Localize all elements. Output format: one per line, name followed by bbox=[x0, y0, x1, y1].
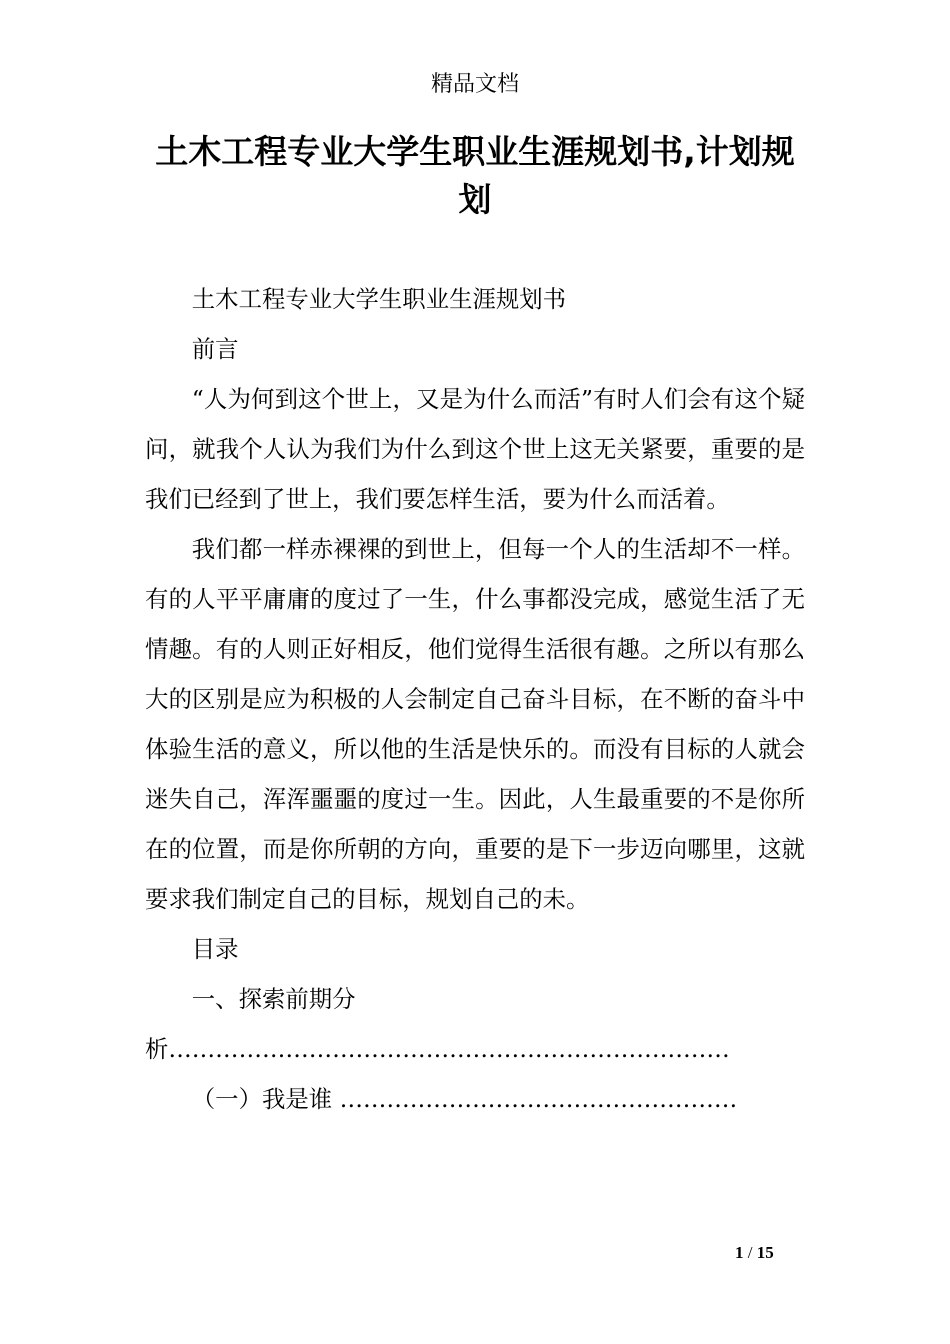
current-page: 1 bbox=[735, 1243, 744, 1262]
document-subtitle: 土木工程专业大学生职业生涯规划书 bbox=[191, 285, 567, 313]
preface-heading: 前言 bbox=[191, 335, 239, 363]
toc-item-2 bbox=[145, 1074, 805, 1124]
page-separator: / bbox=[747, 1243, 753, 1262]
toc-item-label: 一、探索前期分析 bbox=[145, 985, 356, 1063]
toc-item-leader: …………………………………………… bbox=[339, 1085, 738, 1113]
toc-item-leader: ……………………………………………………………… bbox=[168, 1035, 730, 1063]
body-paragraph-1: “人为何到这个世上，又是为什么而活”有时人们会有这个疑问，就我个人认为我们为什么到这个世上这无关紧要，重要的是我们已经到了世上，我们要怎样生活，要为什么而活着。 bbox=[145, 385, 805, 513]
body-paragraph-2: 我们都一样赤裸裸的到世上，但每一个人的生活却不一样。有的人平平庸庸的度过了一生，什么事都没完成，感觉生活了无情趣。有的人则正好相反，他们觉得生活很有趣。之所以有那么大的区别是应为积极的人会制定自己奋斗目标，在不断的奋斗中体验生活的意义，所以他的生活是快乐的。而没有目标的人就会迷失自己，浑浑噩噩的度过一生。因此，人生最重要的不是你所在的位置，而是你所朝的方向，重要的是下一步迈向哪里，这就要求我们制定自己的目标，规划自己的未。 bbox=[145, 535, 805, 913]
toc-item-1 bbox=[145, 974, 805, 1074]
page-number bbox=[735, 1243, 774, 1263]
toc-heading: 目录 bbox=[191, 935, 239, 963]
document-body bbox=[145, 274, 805, 1124]
total-pages: 15 bbox=[756, 1243, 774, 1262]
toc-item-label: （一）我是谁 bbox=[191, 1085, 333, 1113]
page-header: 精品文档 bbox=[430, 72, 519, 97]
document-title: 土木工程专业大学生职业生涯规划书,计划规划 bbox=[155, 132, 795, 219]
